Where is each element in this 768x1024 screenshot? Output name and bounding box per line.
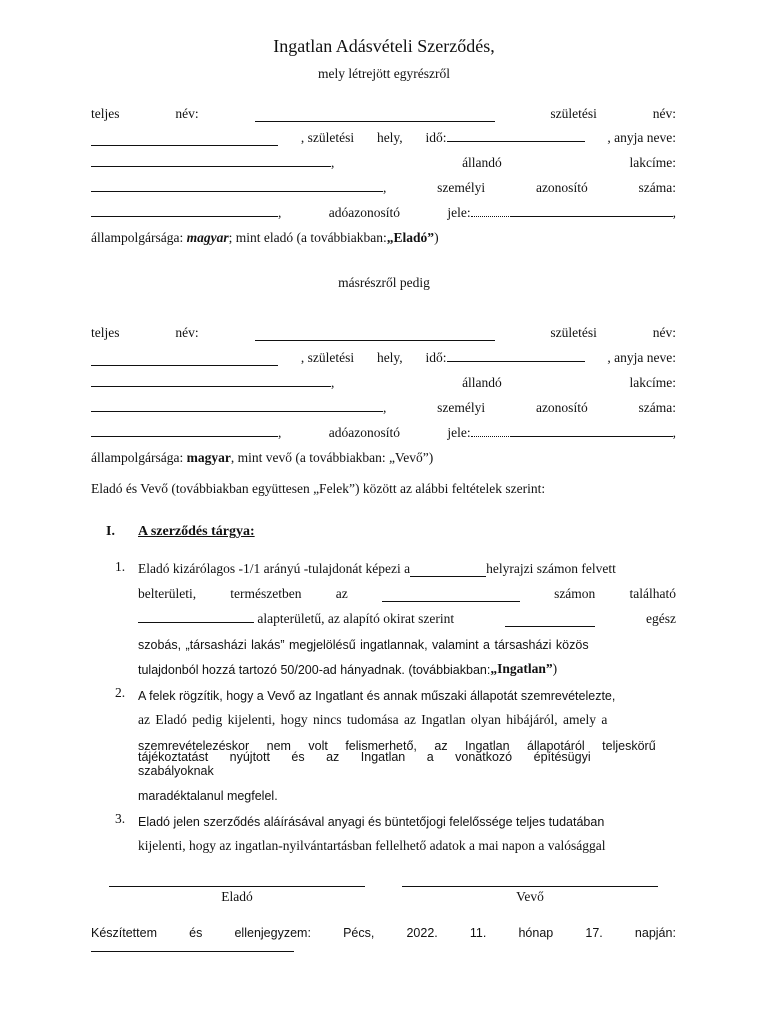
text: az (335, 586, 348, 601)
text: ) (434, 230, 439, 245)
seller-tax-id-field[interactable] (511, 202, 673, 217)
text: Készítettem (91, 926, 157, 940)
label: jele: (447, 205, 471, 220)
label: adóazonosító (328, 425, 400, 440)
seller-birth-place-date-field[interactable] (447, 127, 585, 142)
label: teljes (91, 106, 120, 121)
seller-birth-name-field[interactable] (91, 131, 278, 146)
label: születési (550, 106, 597, 121)
seller-tax-line: , adóazonosító jele: , (91, 201, 676, 221)
text: szobás, „társasházi lakás” megjelölésű ingatlannak, valamint a társasházi közös (138, 638, 589, 652)
label: hely, (376, 130, 403, 145)
floor-area-field[interactable] (138, 608, 254, 623)
item-2-line-2 (138, 708, 676, 728)
text: napján: (634, 926, 676, 940)
seller-birth-line (91, 126, 676, 146)
text: A felek rögzítik, hogy a Vevő az Ingatlant és annak műszaki állapotát szemrevételezte, (138, 689, 616, 703)
label: jele: (447, 425, 471, 440)
street-address-field[interactable] (382, 587, 520, 602)
lot-number-field[interactable] (410, 562, 486, 577)
label: név: (175, 106, 199, 121)
text: ) (552, 661, 558, 676)
label: teljes (91, 325, 120, 340)
text: állampolgársága: (91, 230, 184, 245)
item-number: 1. (115, 559, 126, 574)
label: név: (652, 106, 676, 121)
text: ; mint eladó (a továbbiakban: (228, 230, 387, 245)
other-party-heading: másrészről pedig (338, 275, 430, 290)
buyer-signature-label: Vevő (516, 889, 544, 904)
buyer-mother-name-field[interactable] (91, 372, 331, 387)
seller-full-name-field[interactable] (255, 107, 495, 122)
text: maradéktalanul megfelel. (138, 789, 278, 803)
seller-citizenship-value: magyar (186, 230, 229, 245)
item-3-line-1 (138, 809, 676, 829)
text: az Eladó pedig kijelenti, hogy nincs tudomása az Ingatlan olyan hibájáról, amely a (138, 712, 608, 727)
item-2-line-5 (138, 783, 676, 803)
document-title: Ingatlan Adásvételi Szerződés, (273, 36, 495, 56)
text: tulajdonból hozzá tartozó 50/200-ad hányadnak. (továbbiakban: (138, 663, 491, 677)
text: szemrevételezéskor nem volt felismerhető, az Ingatlan állapotáról teljeskörű (138, 739, 656, 753)
label: idő: (425, 130, 447, 145)
text: helyrajzi számon felvett (486, 561, 616, 576)
label: személyi (437, 180, 486, 195)
text: és (189, 926, 203, 940)
label: hely, (376, 350, 403, 365)
item-1-line-2 (138, 582, 676, 602)
buyer-id-number-field[interactable] (91, 422, 278, 437)
section-title: A szerződés tárgya: (138, 524, 255, 539)
footer-year: 2022. (406, 926, 438, 940)
room-count-field[interactable] (505, 612, 595, 627)
text: hónap (518, 926, 554, 940)
label: , anyja neve: (607, 350, 676, 365)
document-subtitle: mely létrejött egyrészről (318, 66, 450, 81)
text: Eladó kizárólagos -1/1 arányú -tulajdonát képezi a (138, 561, 411, 576)
text: egész (646, 611, 676, 626)
seller-id-line: , személyi azonosító száma: (91, 176, 676, 196)
text: számon (554, 586, 596, 601)
buyer-birth-place-date-field[interactable] (447, 347, 585, 362)
footer-city: Pécs, (343, 926, 375, 940)
footer-day: 17. (585, 926, 603, 940)
item-1-line-5 (138, 657, 676, 677)
text: Eladó jelen szerződés aláírásával anyagi és büntetőjogi felelőssége teljes tudatában (138, 815, 605, 829)
seller-citizenship-line (91, 226, 676, 246)
countersign-line[interactable] (91, 951, 294, 952)
label: , születési (300, 350, 355, 365)
text: , mint vevő (a továbbiakban: „Vevő”) (230, 450, 434, 465)
seller-mother-name-field[interactable] (91, 152, 331, 167)
buyer-signature-line[interactable] (402, 886, 658, 887)
label: lakcíme: (629, 155, 676, 170)
seller-signature-line[interactable] (109, 886, 365, 887)
label: idő: (425, 350, 447, 365)
text: található (629, 586, 676, 601)
buyer-full-name-field[interactable] (255, 326, 495, 341)
seller-address-field[interactable] (91, 177, 383, 192)
buyer-address-field[interactable] (91, 397, 383, 412)
label: azonosító (535, 180, 588, 195)
seller-signature-label: Eladó (221, 889, 253, 904)
item-number: 2. (115, 685, 126, 700)
text: belterületi, (138, 586, 197, 601)
buyer-birth-name-field[interactable] (91, 351, 278, 366)
buyer-tax-id-field[interactable] (511, 422, 673, 437)
footer-line (91, 920, 676, 940)
label: születési (550, 325, 597, 340)
label: azonosító (535, 400, 588, 415)
buyer-birth-line (91, 346, 676, 366)
buyer-citizenship-value: magyar (186, 450, 231, 465)
label: állandó (462, 155, 502, 170)
buyer-name-line (91, 321, 676, 341)
item-3-line-2 (138, 834, 676, 854)
item-1-line-1 (138, 557, 676, 577)
buyer-id-line: , személyi azonosító száma: (91, 396, 676, 416)
label: száma: (638, 400, 676, 415)
label: , anyja neve: (607, 130, 676, 145)
text: tájékoztatást nyújtott és az Ingatlan a vonatkozó építésügyi szabályoknak (138, 750, 591, 778)
text: természetben (230, 586, 302, 601)
label: , születési (300, 130, 355, 145)
parties-sentence: Eladó és Vevő (továbbiakban együttesen „Felek”) között az alábbi feltételek szerint: (91, 481, 546, 496)
text: állampolgársága: (91, 450, 184, 465)
item-1-line-4 (138, 632, 676, 652)
item-2-line-4 (138, 750, 676, 778)
label: állandó (462, 375, 502, 390)
label: személyi (437, 400, 486, 415)
label: adóazonosító (328, 205, 400, 220)
label: lakcíme: (629, 375, 676, 390)
label: száma: (638, 180, 676, 195)
footer-month: 11. (469, 926, 487, 940)
seller-role-label: „Eladó” (386, 230, 435, 245)
text: kijelenti, hogy az ingatlan-nyilvántartásban fellelhető adatok a mai napon a valósággal (138, 838, 606, 853)
item-number: 3. (115, 811, 126, 826)
item-2-line-1 (138, 683, 676, 703)
label: név: (652, 325, 676, 340)
item-1-line-3 (138, 607, 676, 627)
buyer-citizenship-line (91, 446, 676, 466)
seller-id-number-field[interactable] (91, 202, 278, 217)
text: alapterületű, az alapító okirat szerint (257, 611, 455, 626)
text: ellenjegyzem: (234, 926, 311, 940)
buyer-address-line: , állandó lakcíme: (91, 371, 676, 391)
seller-name-line (91, 102, 676, 122)
label: név: (175, 325, 199, 340)
section-number: I. (106, 524, 115, 539)
buyer-tax-line: , adóazonosító jele: , (91, 421, 676, 441)
seller-address-line: , állandó lakcíme: (91, 151, 676, 171)
property-defined-term: „Ingatlan” (490, 661, 553, 676)
